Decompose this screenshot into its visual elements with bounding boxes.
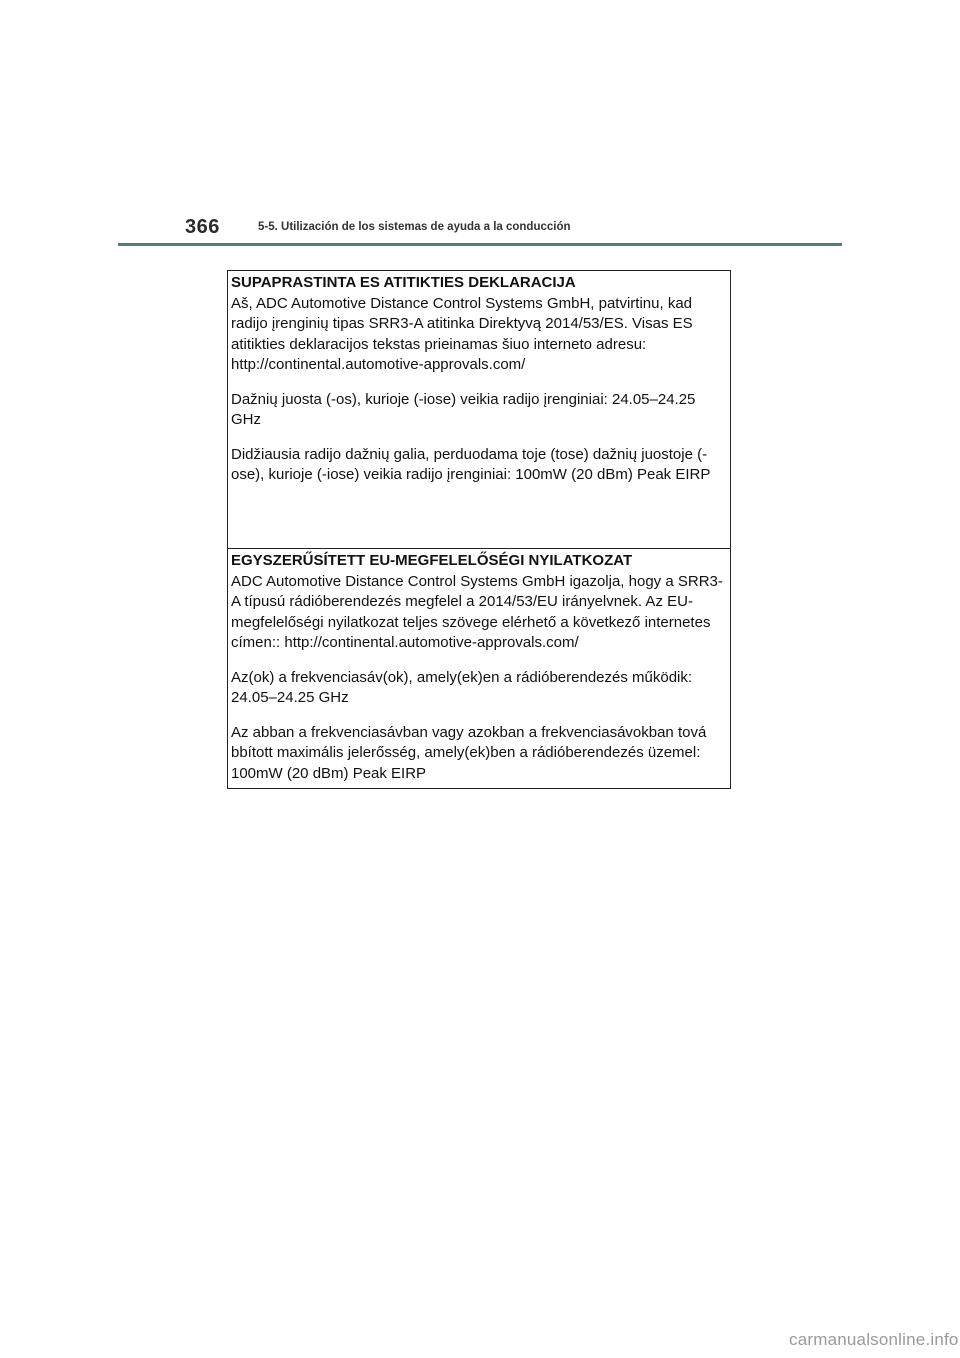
watermark-text: carmanualsonline.info bbox=[789, 1330, 959, 1349]
header-divider bbox=[118, 243, 842, 246]
lithuanian-max-power: Didžiausia radijo dažnių galia, perduodama toje (tose) dažnių juostoje (-ose), kurioje (-iose) veikia radijo įrenginiai: 100mW (20 dBm) Peak EIRP bbox=[231, 445, 711, 483]
page-number: 366 bbox=[185, 216, 220, 238]
hungarian-max-power: Az abban a frekvenciasávban vagy azokban a frekvenciasávokban tová bbított maximális jelerősség, amely(ek)ben a rádióberendezés üzemel: 100mW (20 dBm) Peak EIRP bbox=[231, 723, 707, 782]
lithuanian-frequency-band: Dažnių juosta (-os), kurioje (-iose) veikia radijo įrenginiai: 24.05–24.25 GHz bbox=[231, 390, 696, 428]
hungarian-declaration bbox=[228, 549, 730, 788]
hungarian-declaration-intro: ADC Automotive Distance Control Systems GmbH igazolja, hogy a SRR3-A típusú rádióberendezés megfelel a 2014/53/EU irányelvnek. Az EU-megfelelőségi nyilatkozat teljes szövege elérhető a következő internetes címen:: http://continental.automotive-approvals.com/ bbox=[231, 572, 723, 651]
lithuanian-declaration-intro: Aš, ADC Automotive Distance Control Systems GmbH, patvirtinu, kad radijo įrenginių tipas SRR3-A atitinka Direktyvą 2014/53/ES. Visas ES atitikties deklaracijos tekstas prieinamas šiuo interneto adresu: http://continental.automotive-approvals.com/ bbox=[231, 294, 693, 373]
hungarian-frequency-band: Az(ok) a frekvenciasáv(ok), amely(ek)en a rádióberendezés működik: 24.05–24.25 GHz bbox=[231, 668, 693, 706]
hungarian-declaration-title: EGYSZERŰSÍTETT EU-MEGFELELŐSÉGI NYILATKOZAT bbox=[231, 552, 633, 569]
declaration-box bbox=[227, 270, 731, 789]
lithuanian-declaration-title: SUPAPRASTINTA ES ATITIKTIES DEKLARACIJA bbox=[231, 274, 576, 291]
section-title: 5-5. Utilización de los sistemas de ayuda a la conducción bbox=[258, 221, 571, 233]
lithuanian-declaration bbox=[228, 271, 730, 549]
